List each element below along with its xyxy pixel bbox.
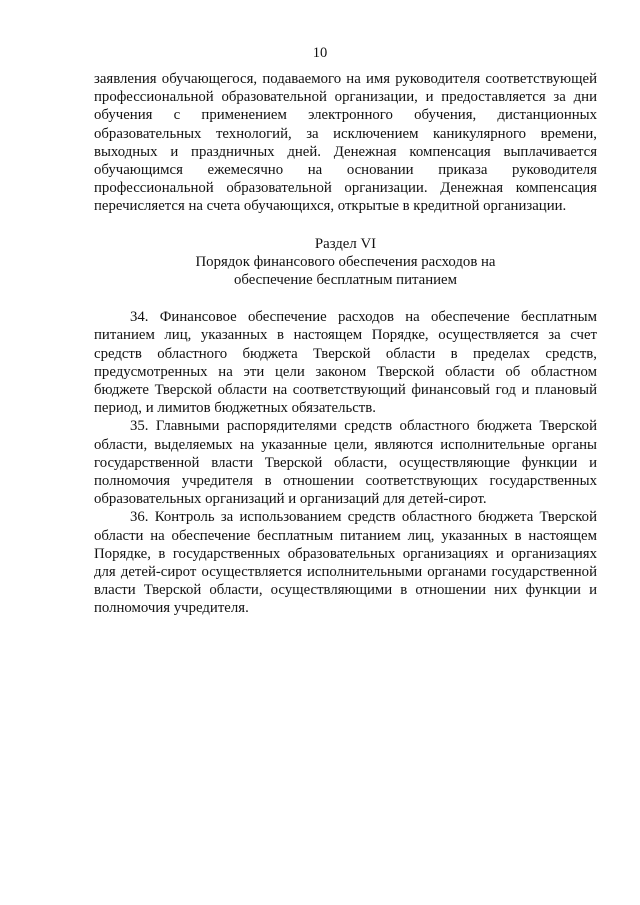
continuation-paragraph: заявления обучающегося, подаваемого на имя руководителя соответствующей профессиональной образовательной организации, и предоставляется за дни обучения с применением электронного обучения, дистанционных образовательных технологий, за исключением каникулярного времени, выходных и праздничных дней. Денежная компенсация выплачивается обучающимся ежемесячно на основании приказа руководителя профессиональной образовательной организации. Денежная компенсация перечисляется на счета обучающихся, открытые в кредитной организации. [94, 71, 597, 215]
document-body [94, 70, 597, 618]
section-title: Порядок финансового обеспечения расходов на обеспечение бесплатным питанием [195, 253, 496, 289]
section-header [94, 235, 597, 290]
section-heading: Раздел VI [314, 235, 377, 252]
paragraph-35: 35. Главными распорядителями средств областного бюджета Тверской области, выделяемых на указанные цели, являются исполнительные органы государственной власти Тверской области, осуществляющие функции и полномочия учредителя в отношении соответствующих государственных образовательных организаций и организаций для детей-сирот. [94, 418, 597, 508]
paragraph-36: 36. Контроль за использованием средств областного бюджета Тверской области на обеспечение бесплатным питанием лиц, указанных в настоящем Порядке, в государственных образовательных организациях и организациях для детей-сирот осуществляется исполнительными органами государственной власти Тверской области, осуществляющими в отношении них функции и полномочия учредителя. [94, 509, 597, 617]
page-number: 10 [312, 45, 328, 61]
paragraph-34: 34. Финансовое обеспечение расходов на обеспечение бесплатным питанием лиц, указанных в настоящем Порядке, осуществляется за счет средств областного бюджета Тверской области в пределах средств, предусмотренных на эти цели законом Тверской области об областном бюджете Тверской области на соответствующий финансовый год и плановый период, и лимитов бюджетных обязательств. [94, 309, 597, 417]
